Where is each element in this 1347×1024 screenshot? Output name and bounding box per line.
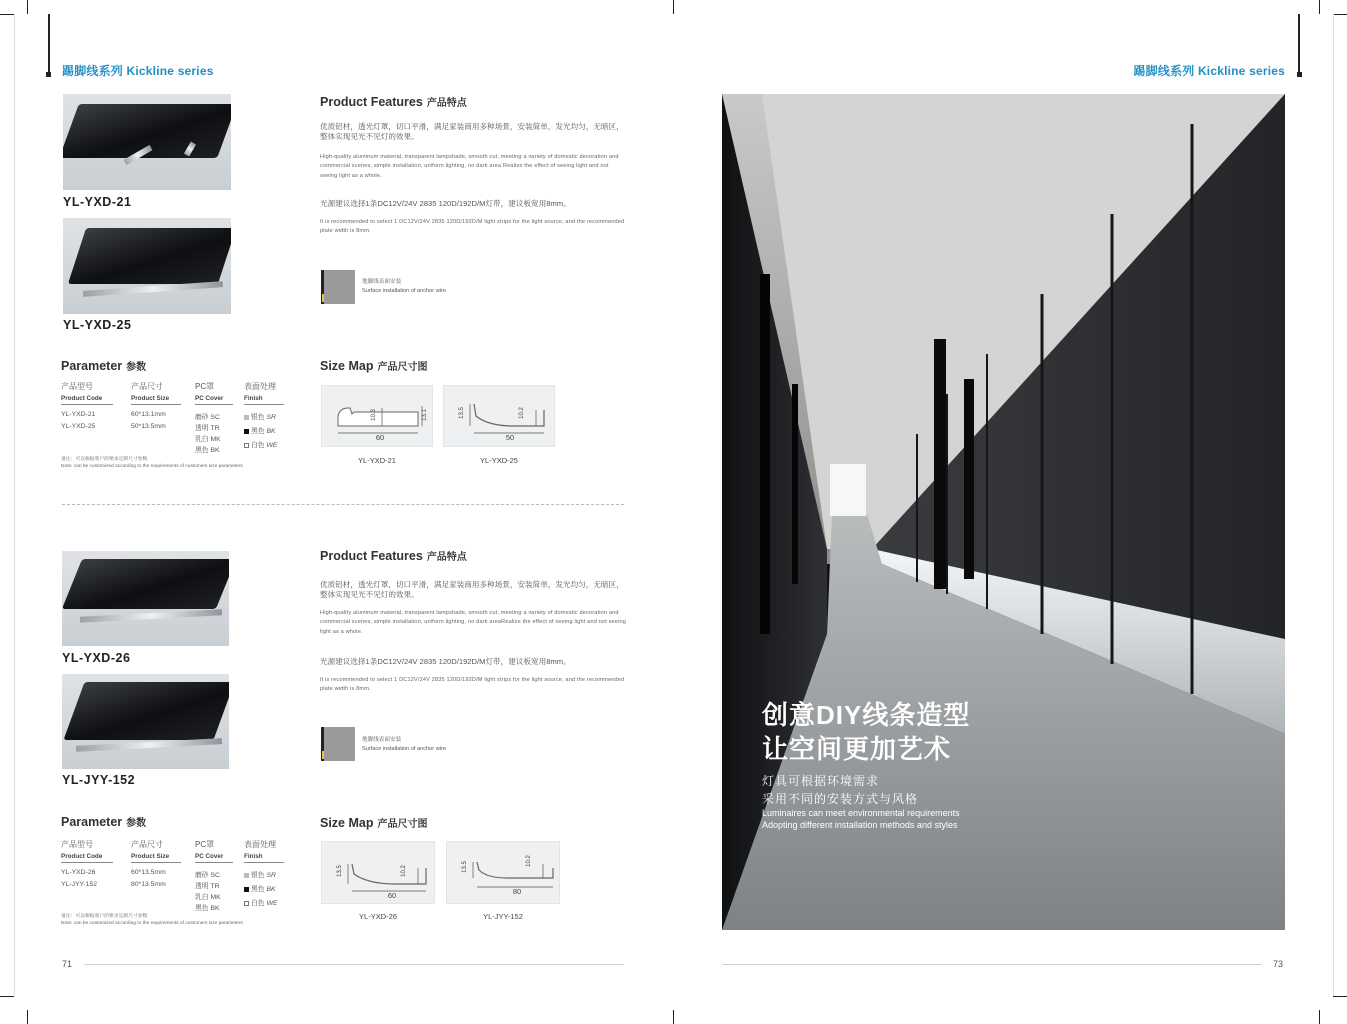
table-cell: 50*13.5mm (131, 423, 166, 430)
product-photo (62, 674, 229, 769)
features-en: High-quality aluminum material, transparent lampshade, smooth cut, meeting a variety of domestic decoration and commercial scenes, simple installation, uniform lighting, no dark areaRealize the effect of seeing light and not seeing light as a whole. (320, 610, 626, 635)
table-cell: 80*13.5mm (131, 881, 166, 888)
dim-width: 60 (387, 891, 397, 900)
install-cn: 地脚线表面安装 (362, 279, 402, 285)
table-cell: YL-YXD-25 (61, 423, 96, 430)
header-rule (1298, 14, 1300, 76)
header-dot (46, 72, 51, 77)
install-swatch (321, 270, 355, 304)
header-cell: Finish (244, 853, 263, 860)
table-cell: YL-YXD-26 (61, 869, 96, 876)
light-source-en: It is recommended to select 1 DC12V/24V 2835 120D/192D/M light strips for the light source, and the recommended plate width is 8mm. (320, 219, 625, 235)
footer-rule (84, 964, 624, 965)
page-number: 71 (62, 959, 73, 969)
install-en: Surface installation of anchor wire (362, 288, 446, 294)
header-cell: 表面处理 (244, 840, 276, 849)
table-cell: 黑色 BK (195, 905, 220, 912)
swatch-icon (244, 443, 249, 448)
header-cell: PC罩 (195, 840, 215, 849)
table-cell: 透明 TR (195, 883, 220, 890)
page-edge (14, 14, 15, 996)
size-map-title: Size Map 产品尺寸图 (320, 359, 428, 373)
swatch-icon (244, 901, 249, 906)
header-cell: Product Size (131, 853, 170, 860)
table-cell: YL-JYY-152 (61, 881, 98, 888)
features-title: Product Features 产品特点 (320, 95, 467, 109)
table-cell: 透明 TR (195, 425, 220, 432)
section-divider (62, 504, 624, 505)
dim-height: 10.2 (400, 865, 407, 877)
dim-height: 13.5 (461, 861, 468, 873)
dim-height: 10.2 (518, 407, 525, 419)
swatch-icon (244, 887, 249, 892)
product-photo (63, 94, 231, 190)
header-cell: 产品型号 (61, 840, 93, 849)
header-dot (1297, 72, 1302, 77)
crop-mark (673, 0, 674, 14)
header-cell: PC Cover (195, 853, 224, 860)
table-cell: 60*13.5mm (131, 869, 166, 876)
hero-sub-en-2: Adopting different installation methods and styles (762, 820, 958, 830)
size-map (321, 385, 433, 447)
size-map (443, 385, 555, 447)
dim-height: 10.3 (370, 409, 377, 421)
crop-mark (673, 1010, 674, 1024)
table-cell: 黑色 BK (195, 447, 220, 454)
note-en: Note: can be customized according to the requirements of customers size parameters (61, 464, 243, 469)
crop-mark (27, 1010, 28, 1024)
size-map (446, 841, 560, 904)
header-right-title: 踢脚线系列 Kickline series (1133, 64, 1285, 78)
product-code: YL-YXD-25 (63, 318, 132, 332)
table-cell: YL-YXD-21 (61, 411, 96, 418)
install-swatch (321, 727, 355, 761)
page-edge (1333, 14, 1334, 996)
parameter-title: Parameter 参数 (61, 815, 147, 829)
dim-width: 80 (512, 887, 522, 896)
header-cell: Product Code (61, 395, 103, 402)
header-cell: 表面处理 (244, 382, 276, 391)
install-en: Surface installation of anchor wire (362, 746, 446, 752)
crop-mark (1319, 0, 1320, 14)
crop-mark (27, 0, 28, 14)
finish-item: 黑色 BK (244, 425, 276, 435)
parameter-title: Parameter 参数 (61, 359, 147, 373)
table-cell: 乳白 MK (195, 894, 221, 901)
crop-mark (1333, 14, 1347, 15)
table-cell: 60*13.1mm (131, 411, 166, 418)
header-cell: PC罩 (195, 382, 215, 391)
table-cell: 磨砂 SC (195, 872, 220, 879)
note-cn: 备注：可以根据客户的要求定制尺寸参数 (61, 457, 148, 462)
install-cn: 地脚线表面安装 (362, 737, 402, 743)
header-cell: Product Size (131, 395, 170, 402)
swatch-icon (244, 873, 249, 878)
product-code: YL-JYY-152 (62, 773, 136, 787)
hero-photo (722, 94, 1285, 930)
light-source-cn: 光源建议选择1条DC12V/24V 2835 120D/192D/M灯带，建议板宽用8mm。 (320, 657, 571, 666)
header-cell: 产品尺寸 (131, 840, 163, 849)
finish-item: 白色 WE (244, 439, 277, 449)
size-map-title: Size Map 产品尺寸图 (320, 816, 428, 830)
features-cn: 优质铝材，透光灯罩，切口平滑，满足家装商用多种场景，安装简单，发光均匀，无暗区，整体实现见光不见灯的效果。 (320, 580, 624, 599)
swatch-icon (244, 429, 249, 434)
dim-height: 13.1 (421, 409, 428, 421)
crop-mark (1333, 996, 1347, 997)
features-en: High-quality aluminum material, transparent lampshade, smooth cut, meeting a variety of domestic decoration and commercial scenes, simple installation, uniform lighting, no dark area Realize the effect of seeing light and not seeing light as a whole. (320, 154, 619, 179)
hero-sub-cn-1: 灯具可根据环境需求 (762, 774, 880, 788)
finish-item: 银色 SR (244, 411, 276, 421)
table-cell: 磨砂 SC (195, 414, 220, 421)
product-photo (62, 551, 229, 646)
light-source-en: It is recommended to select 1 DC12V/24V 2835 120D/192D/M light strips for the light source, and the recommended plate width is 8mm. (320, 677, 625, 693)
header-rule (48, 14, 50, 76)
header-left-title: 踢脚线系列 Kickline series (62, 64, 214, 78)
product-code: YL-YXD-26 (62, 651, 131, 665)
dim-height: 13.5 (336, 865, 343, 877)
header-cell: 产品尺寸 (131, 382, 163, 391)
header-cell: PC Cover (195, 395, 224, 402)
hero-sub-cn-2: 采用不同的安装方式与风格 (762, 792, 919, 806)
crop-mark (1319, 1010, 1320, 1024)
note-en: Note: can be customized according to the requirements of customers size parameters (61, 921, 243, 926)
dim-width: 50 (505, 433, 515, 442)
light-source-cn: 光源建议选择1条DC12V/24V 2835 120D/192D/M灯带，建议板宽用8mm。 (320, 199, 571, 208)
dim-height: 13.5 (458, 407, 465, 419)
finish-item: 白色 WE (244, 897, 277, 907)
dim-height: 10.2 (525, 855, 532, 867)
footer-rule (722, 964, 1262, 965)
finish-item: 银色 SR (244, 869, 276, 879)
page-number: 73 (1273, 959, 1284, 969)
hero-headline-2: 让空间更加艺术 (762, 734, 952, 764)
size-map-label: YL-YXD-26 (359, 912, 397, 921)
product-code: YL-YXD-21 (63, 195, 132, 209)
note-cn: 备注：可以根据客户的要求定制尺寸参数 (61, 914, 148, 919)
swatch-icon (244, 415, 249, 420)
dim-width: 60 (375, 433, 385, 442)
header-cell: Product Code (61, 853, 103, 860)
crop-mark (0, 996, 14, 997)
finish-item: 黑色 BK (244, 883, 276, 893)
hero-headline-1: 创意DIY线条造型 (762, 700, 971, 730)
header-cell: Finish (244, 395, 263, 402)
features-title: Product Features 产品特点 (320, 549, 467, 563)
hero-sub-en-1: Luminaires can meet environmental requirements (762, 808, 960, 818)
table-cell: 乳白 MK (195, 436, 221, 443)
product-photo (63, 218, 231, 314)
size-map (321, 841, 435, 904)
size-map-label: YL-YXD-25 (480, 456, 518, 465)
size-map-label: YL-JYY-152 (483, 912, 523, 921)
crop-mark (0, 14, 14, 15)
features-cn: 优质铝材，透光灯罩，切口平滑，满足家装商用多种场景，安装简单，发光均匀，无暗区，整体实现见光不见灯的效果。 (320, 122, 624, 141)
header-cell: 产品型号 (61, 382, 93, 391)
size-map-label: YL-YXD-21 (358, 456, 396, 465)
